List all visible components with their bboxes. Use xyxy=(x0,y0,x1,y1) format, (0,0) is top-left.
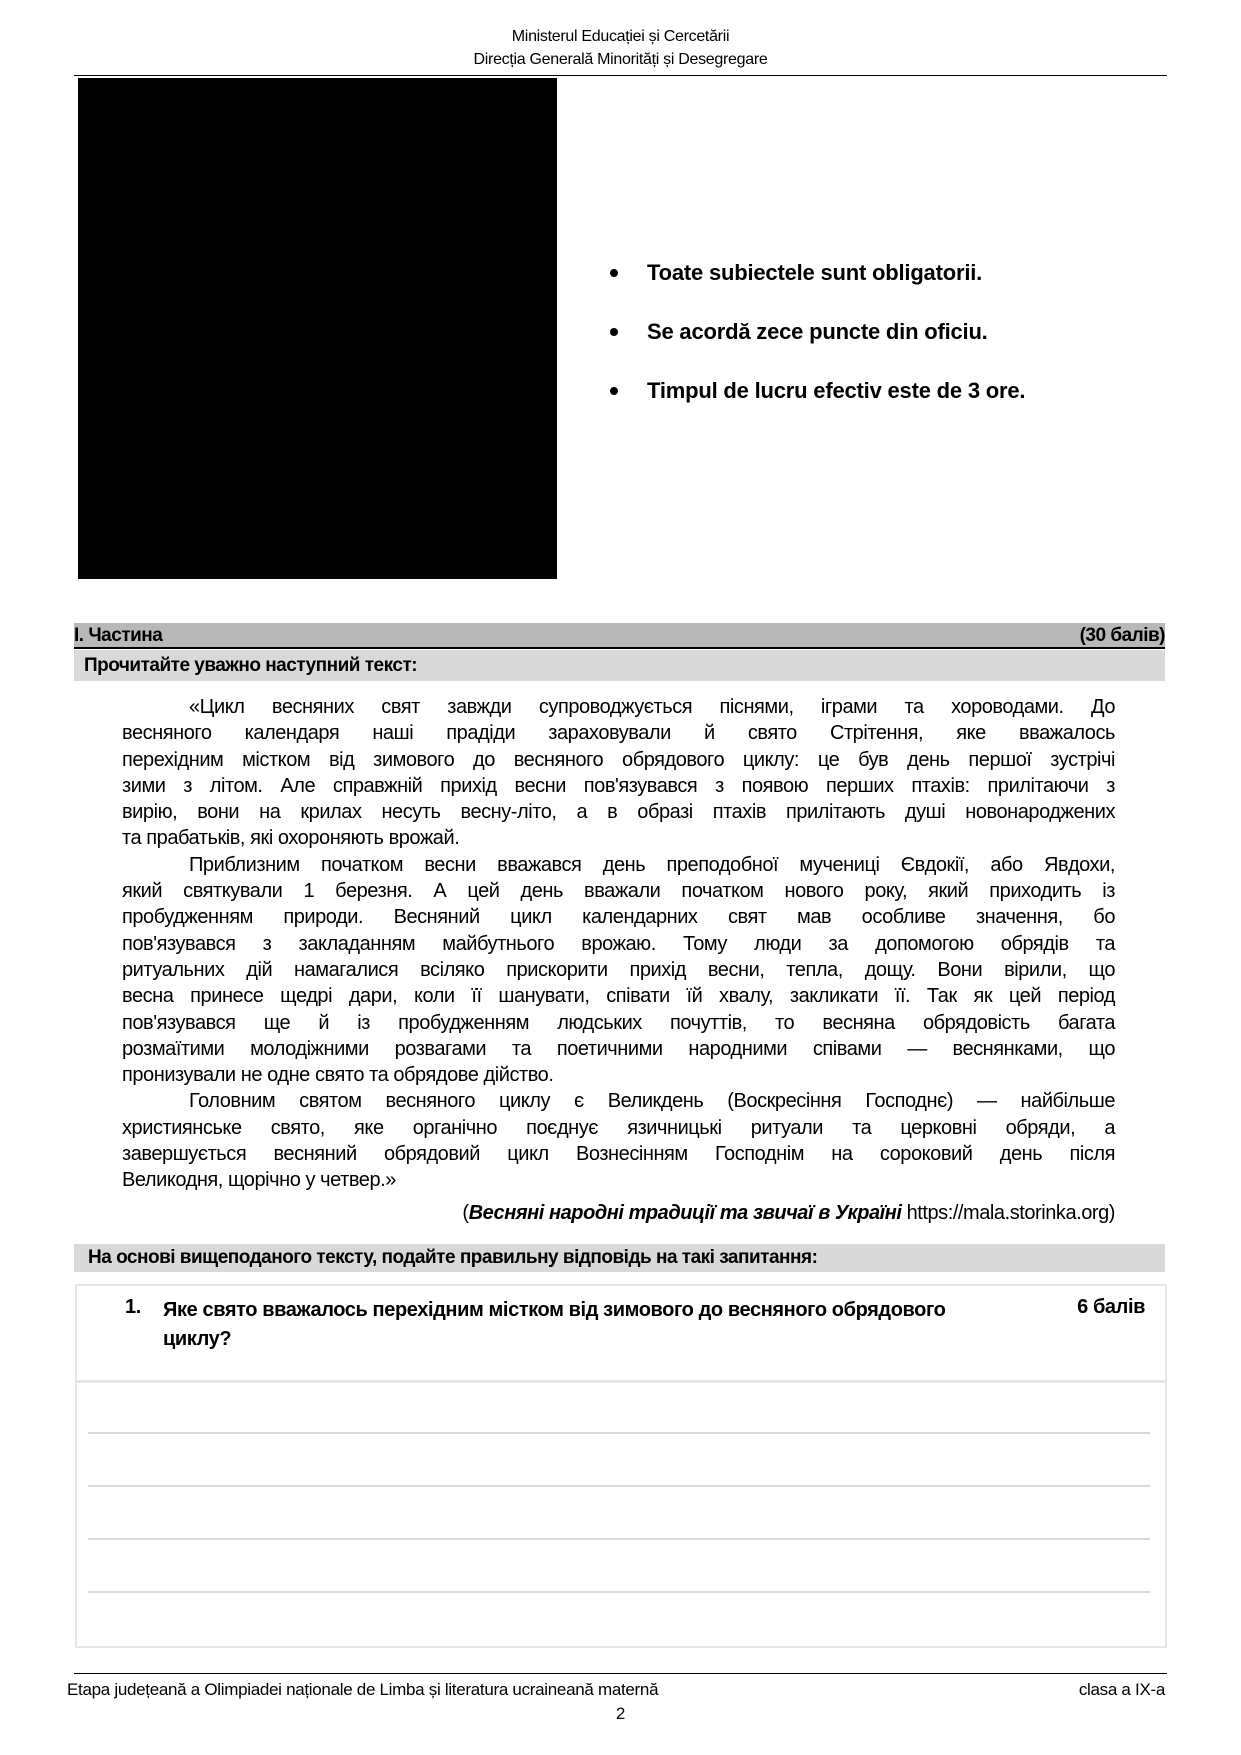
part-title: I. Частина xyxy=(74,625,163,646)
text-line: «Цикл весняних свят завжди супроводжується піснями, іграми та хороводами. До xyxy=(189,696,1115,718)
answer-line[interactable] xyxy=(88,1538,1150,1540)
text-line: Головним святом весняного циклу є Великдень (Воскресіння Господнє) — найбільше xyxy=(189,1090,1115,1113)
read-prompt: Прочитайте уважно наступний текст: xyxy=(84,655,418,676)
part-header xyxy=(74,623,1165,649)
text-line: весняного календаря наші прадіди зараховували й свято Стрітення, яке вважалось xyxy=(122,722,1115,745)
reading-text xyxy=(122,694,1115,1194)
text-line: Великодня, щорічно у четвер.» xyxy=(122,1169,396,1192)
bullet-icon xyxy=(610,328,618,336)
questions-prompt: На основі вищеподаного тексту, подайте правильну відповідь на такі запитання: xyxy=(88,1247,818,1268)
header-rule xyxy=(74,75,1167,76)
citation-source: https://mala.storinka.org) xyxy=(901,1202,1115,1224)
header-ministry: Ministerul Educației și Cercetării xyxy=(511,28,730,45)
bullet-icon xyxy=(610,387,618,395)
text-line: християнське свято, яке органічно поєднує язичницькі ритуали та церковні обряди, а xyxy=(122,1116,1115,1139)
bullet-icon xyxy=(610,269,618,277)
footer-class: clasa a IX-a xyxy=(1078,1680,1165,1699)
text-line: пробудженням природи. Весняний цикл календарних свят мав особливе значення, бо xyxy=(122,906,1115,929)
text-line: пов'язувався ще й із пробудженням людських почуттів, то весняна обрядовість багата xyxy=(122,1011,1115,1034)
text-line: перехідним містком від зимового до весняного обрядового циклу: це був день першої зустрічі xyxy=(122,748,1115,771)
instructions-list xyxy=(610,258,1025,435)
instruction-item xyxy=(610,258,1025,317)
text-line: весна принесе щедрі дари, коли її шанувати, співати їй хвалу, закликати її. Так як цей період xyxy=(122,985,1115,1008)
citation-paren: ( xyxy=(462,1202,469,1224)
header-directorate: Direcția Generală Minorități și Desegregare xyxy=(473,51,768,68)
questions-prompt-bar xyxy=(74,1244,1165,1272)
footer-rule xyxy=(74,1673,1167,1674)
answer-line[interactable] xyxy=(88,1485,1150,1487)
instruction-text: Timpul de lucru efectiv este de 3 ore. xyxy=(647,378,1026,403)
text-line: ритуальних дій намагалися всіляко прискорити прихід весни, тепла, дощу. Вони вірили, що xyxy=(122,958,1115,981)
text-line: розмаїтими молодіжними розвагами та поетичними народними співами — веснянками, що xyxy=(122,1037,1115,1060)
text-line: вирію, вони на крилах несуть весну-літо, а в образі птахів прилітають душі новонароджених xyxy=(122,801,1115,824)
page-number: 2 xyxy=(615,1704,626,1723)
instruction-text: Toate subiectele sunt obligatorii. xyxy=(647,260,983,285)
text-line: пронизували не одне свято та обрядове дійство. xyxy=(122,1064,554,1087)
answer-line[interactable] xyxy=(88,1591,1150,1593)
instruction-item xyxy=(610,376,1025,435)
question-points: 6 балів xyxy=(1077,1296,1145,1318)
text-line: який святкували 1 березня. А цей день вважали початком нового року, який приходить із xyxy=(122,880,1115,903)
citation xyxy=(462,1202,1115,1225)
text-line: завершується весняний обрядовий цикл Вознесінням Господнім на сороковий день після xyxy=(122,1143,1115,1166)
redacted-block xyxy=(78,78,557,579)
text-line: Приблизним початком весни вважався день преподобної мучениці Євдокії, або Явдохи, xyxy=(189,853,1115,876)
text-line: пов'язувався з закладанням майбутнього врожаю. Тому люди за допомогою обрядів та xyxy=(122,932,1115,955)
citation-title: Весняні народні традиції та звичаї в Україні xyxy=(468,1202,902,1224)
question-text: Яке свято вважалось перехідним містком від зимового до весняного обрядового циклу? xyxy=(163,1299,946,1350)
question-separator xyxy=(77,1380,1165,1383)
answer-line[interactable] xyxy=(88,1432,1150,1434)
read-prompt-bar xyxy=(74,650,1165,681)
footer-exam-title: Etapa județeană a Olimpiadei naționale de Limba și literatura ucraineană maternă xyxy=(67,1680,659,1699)
part-points: (30 балів) xyxy=(1079,625,1165,646)
question-number: 1. xyxy=(125,1296,141,1318)
instruction-item xyxy=(610,317,1025,376)
text-line: зими з літом. Але справжній прихід весни пов'язувався з появою перших птахів: прилітаючи з xyxy=(122,774,1115,797)
instruction-text: Se acordă zece puncte din oficiu. xyxy=(647,319,988,344)
text-line: та прабатьків, які охороняють врожай. xyxy=(122,827,460,850)
